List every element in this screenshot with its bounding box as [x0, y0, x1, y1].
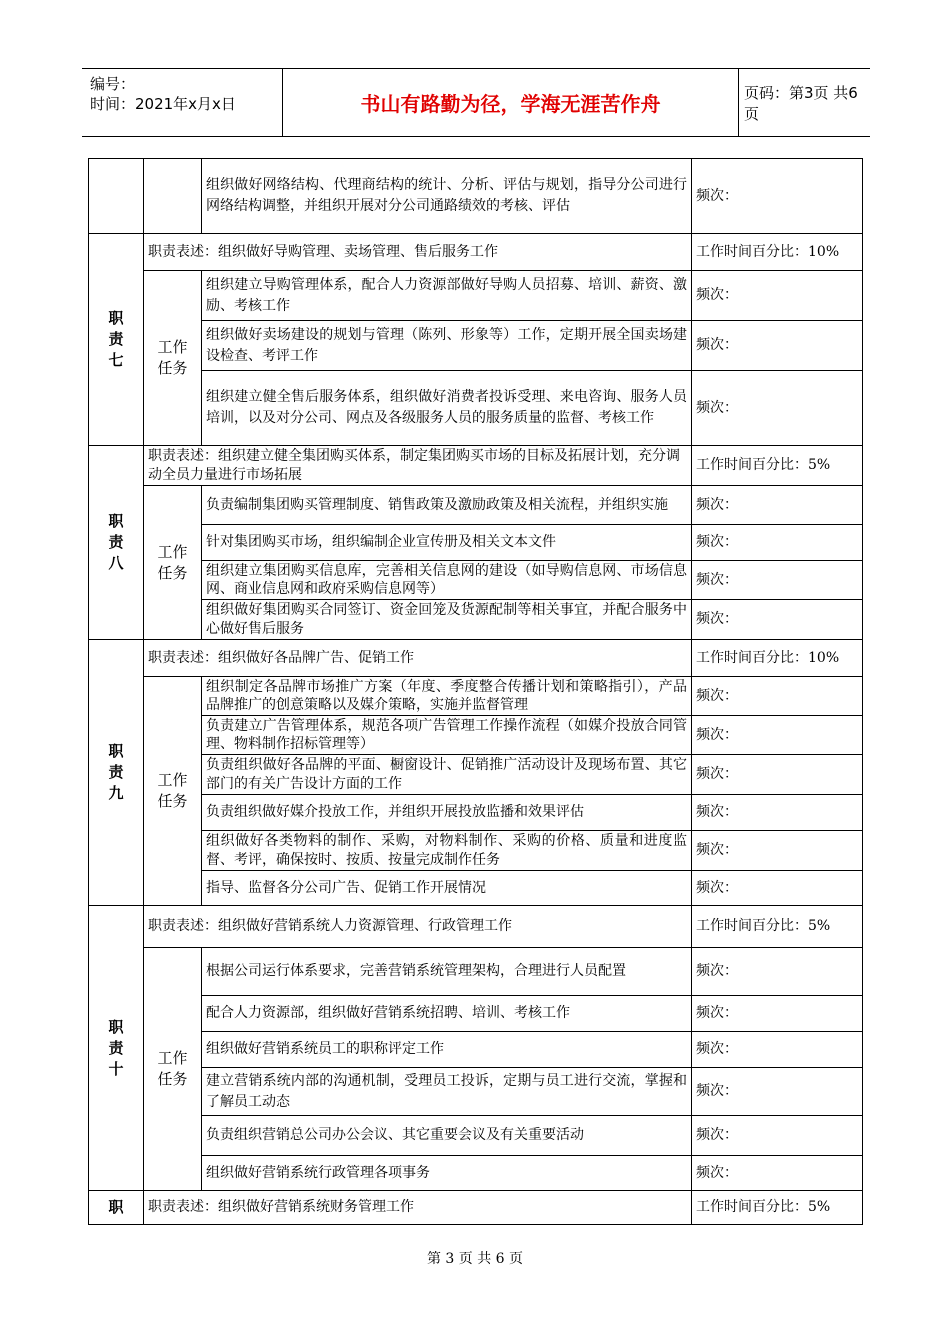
duty-title-9: 职 责 九 — [89, 640, 144, 906]
duty-title-11: 职 — [89, 1191, 144, 1225]
task-frequency: 频次： — [692, 1068, 863, 1116]
duty-description: 职责表述：组织做好营销系统财务管理工作 — [144, 1191, 692, 1225]
task-text: 组织建立集团购买信息库，完善相关信息网的建设（如导购信息网、市场信息网、商业信息网和政府采购信息网等） — [202, 561, 692, 600]
table-row — [89, 600, 863, 640]
task-frequency: 频次： — [692, 677, 863, 716]
header-meta — [82, 69, 282, 136]
table-row — [89, 906, 863, 948]
task-text: 组织做好营销系统员工的职称评定工作 — [202, 1032, 692, 1068]
task-text: 负责建立广告管理体系，规范各项广告管理工作操作流程（如媒介投放合同管理、物料制作招标管理等） — [202, 716, 692, 755]
task-text: 组织做好营销系统行政管理各项事务 — [202, 1156, 692, 1191]
task-frequency: 频次： — [692, 600, 863, 640]
task-text: 负责组织营销总公司办公会议、其它重要会议及有关重要活动 — [202, 1116, 692, 1156]
duty-description: 职责表述：组织做好导购管理、卖场管理、售后服务工作 — [144, 234, 692, 271]
document-number-label: 编号： — [90, 75, 136, 93]
table-row — [89, 371, 863, 446]
duty-title-7: 职 责 七 — [89, 234, 144, 446]
work-tasks-label: 工作 任务 — [144, 948, 202, 1191]
task-frequency: 频次： — [692, 996, 863, 1032]
work-tasks-label: 工作 任务 — [144, 271, 202, 446]
table-row — [89, 831, 863, 871]
work-tasks-label: 工作 任务 — [144, 486, 202, 640]
table-row — [89, 1068, 863, 1116]
header-motto: 书山有路勤为径，学海无涯苦作舟 — [282, 69, 739, 136]
task-text: 组织建立健全售后服务体系，组织做好消费者投诉受理、来电咨询、服务人员培训，以及对分公司、网点及各级服务人员的服务质量的监督、考核工作 — [202, 371, 692, 446]
table-row — [89, 234, 863, 271]
time-percentage: 工作时间百分比：5% — [692, 906, 863, 948]
task-frequency: 频次： — [692, 321, 863, 371]
table-row — [89, 1032, 863, 1068]
task-frequency: 频次： — [692, 716, 863, 755]
task-text: 组织做好网络结构、代理商结构的统计、分析、评估与规划，指导分公司进行网络结构调整，并组织开展对分公司通路绩效的考核、评估 — [202, 159, 692, 234]
task-text: 负责编制集团购买管理制度、销售政策及激励政策及相关流程，并组织实施 — [202, 486, 692, 525]
task-text: 组织建立导购管理体系，配合人力资源部做好导购人员招募、培训、薪资、激励、考核工作 — [202, 271, 692, 321]
task-frequency: 频次： — [692, 371, 863, 446]
header-page-number: 页码：第3页 共6页 — [744, 83, 858, 123]
time-percentage: 工作时间百分比：10% — [692, 640, 863, 677]
page-header — [82, 68, 870, 137]
table-row — [89, 525, 863, 561]
time-percentage: 工作时间百分比：5% — [692, 446, 863, 486]
task-frequency: 频次： — [692, 871, 863, 906]
task-frequency: 频次： — [692, 1156, 863, 1191]
duty-title-10: 职 责 十 — [89, 906, 144, 1191]
task-text: 配合人力资源部，组织做好营销系统招聘、培训、考核工作 — [202, 996, 692, 1032]
duty-description: 职责表述：组织做好营销系统人力资源管理、行政管理工作 — [144, 906, 692, 948]
table-row — [89, 871, 863, 906]
task-frequency: 频次： — [692, 486, 863, 525]
duty-description: 职责表述：组织建立健全集团购买体系，制定集团购买市场的目标及拓展计划，充分调动全员力量进行市场拓展 — [144, 446, 692, 486]
task-text: 建立营销系统内部的沟通机制，受理员工投诉，定期与员工进行交流，掌握和了解员工动态 — [202, 1068, 692, 1116]
table-row — [89, 159, 863, 234]
table-row — [89, 716, 863, 755]
table-row — [89, 561, 863, 600]
duty-title-8: 职 责 八 — [89, 446, 144, 640]
duty-description: 职责表述：组织做好各品牌广告、促销工作 — [144, 640, 692, 677]
page-footer: 第 3 页 共 6 页 — [426, 1251, 524, 1267]
task-text: 组织做好各类物料的制作、采购，对物料制作、采购的价格、质量和进度监督、考评，确保按时、按质、按量完成制作任务 — [202, 831, 692, 871]
task-text: 负责组织做好媒介投放工作，并组织开展投放监播和效果评估 — [202, 795, 692, 831]
duties-table — [88, 158, 863, 1225]
table-row — [89, 677, 863, 716]
task-frequency: 频次： — [692, 755, 863, 795]
task-frequency: 频次： — [692, 831, 863, 871]
table-row — [89, 321, 863, 371]
table-row — [89, 271, 863, 321]
task-text: 组织做好集团购买合同签订、资金回笼及货源配制等相关事宜，并配合服务中心做好售后服务 — [202, 600, 692, 640]
table-row — [89, 1191, 863, 1225]
work-tasks-label: 工作 任务 — [144, 677, 202, 906]
table-row — [89, 640, 863, 677]
table-row — [89, 1116, 863, 1156]
task-frequency: 频次： — [692, 271, 863, 321]
task-frequency: 频次： — [692, 525, 863, 561]
table-row — [89, 948, 863, 996]
time-percentage: 工作时间百分比：5% — [692, 1191, 863, 1225]
task-frequency: 频次： — [692, 1116, 863, 1156]
table-row — [89, 795, 863, 831]
table-row — [89, 1156, 863, 1191]
task-frequency: 频次： — [692, 159, 863, 234]
task-text: 根据公司运行体系要求，完善营销系统管理架构，合理进行人员配置 — [202, 948, 692, 996]
task-text: 指导、监督各分公司广告、促销工作开展情况 — [202, 871, 692, 906]
task-frequency: 频次： — [692, 561, 863, 600]
table-row — [89, 446, 863, 486]
task-frequency: 频次： — [692, 1032, 863, 1068]
task-text: 组织做好卖场建设的规划与管理（陈列、形象等）工作，定期开展全国卖场建设检查、考评工作 — [202, 321, 692, 371]
task-text: 针对集团购买市场，组织编制企业宣传册及相关文本文件 — [202, 525, 692, 561]
task-text: 负责组织做好各品牌的平面、橱窗设计、促销推广活动设计及现场布置、其它部门的有关广告设计方面的工作 — [202, 755, 692, 795]
task-frequency: 频次： — [692, 795, 863, 831]
time-percentage: 工作时间百分比：10% — [692, 234, 863, 271]
document-date: 时间：2021年x月x日 — [90, 95, 236, 113]
table-row — [89, 755, 863, 795]
task-frequency: 频次： — [692, 948, 863, 996]
table-row — [89, 486, 863, 525]
table-row — [89, 996, 863, 1032]
task-text: 组织制定各品牌市场推广方案（年度、季度整合传播计划和策略指引），产品品牌推广的创意策略以及媒介策略，实施并监督管理 — [202, 677, 692, 716]
